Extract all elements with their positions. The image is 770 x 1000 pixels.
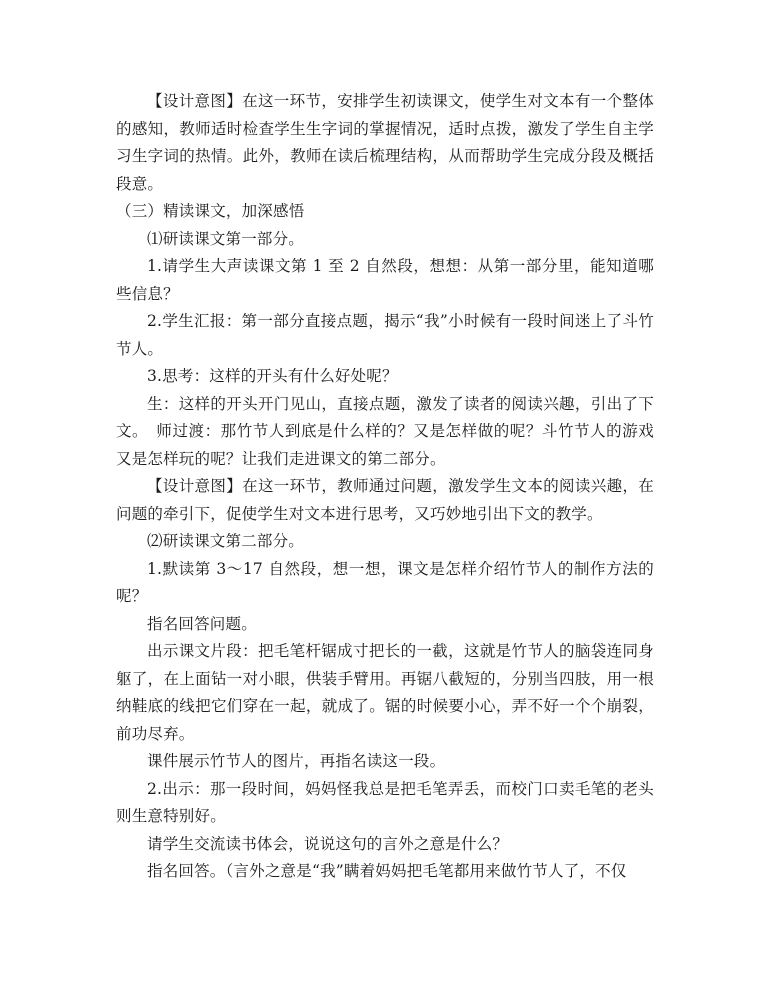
paragraph-step-3: 3.思考：这样的开头有什么好处呢？ <box>147 367 398 385</box>
paragraph-text-excerpt: 出示课文片段：把毛笔杆锯成寸把长的一截，这就是竹节人的脑袋连同身躯了，在上面钻一对小眼，供装手臂用。再锯八截短的，分别当四肢，用一根纳鞋底的线把它们穿在一起，就成了。锯的时候要小心，弄不好一个个崩裂，前功尽弃。 <box>116 642 654 743</box>
paragraph-courseware-image: 课件展示竹节人的图片，再指名读这一段。 <box>147 752 446 770</box>
paragraph-call-on-students: 指名回答问题。 <box>147 614 257 633</box>
paragraph-discussion: 请学生交流读书体会，说说这句的言外之意是什么？ <box>147 834 509 853</box>
paragraph-step-2-show: 2.出示：那一段时间，妈妈怪我总是把毛笔弄丢，而校门口卖毛笔的老头则生意特别好。 <box>116 779 654 825</box>
paragraph-student-answer: 生：这样的开头开门见山，直接点题，激发了读者的阅读兴趣，引出了下文。 师过渡：那竹节人到底是什么样的？又是怎样做的呢？斗竹节人的游戏又是怎样玩的呢？让我们走进课文的第二部分。 <box>116 394 654 468</box>
subsection-heading-part-one: ⑴研读课文第一部分。 <box>147 229 305 248</box>
document-body <box>116 88 654 886</box>
subsection-heading-part-two: ⑵研读课文第二部分。 <box>147 532 305 550</box>
paragraph-step-2: 2.学生汇报：第一部分直接点题，揭示“我”小时候有一段时间迷上了斗竹节人。 <box>116 312 654 358</box>
paragraph-design-intent-1: 【设计意图】在这一环节，安排学生初读课文，使学生对文本有一个整体的感知，教师适时检查学生生字词的掌握情况，适时点拨，激发了学生自主学习生字词的热情。此外，教师在读后梳理结构，从而帮助学生完成分段及概括段意。 <box>116 92 654 193</box>
paragraph-step-1-silent-reading: 1.默读第 3～17 自然段，想一想，课文是怎样介绍竹节人的制作方法的呢？ <box>116 559 654 605</box>
section-heading-intensive-reading: （三）精读课文，加深感悟 <box>116 202 305 220</box>
paragraph-answer-implied-meaning: 指名回答。（言外之意是“我”瞒着妈妈把毛笔都用来做竹节人了，不仅 <box>147 862 627 880</box>
paragraph-step-1: 1.请学生大声读课文第 1 至 2 自然段，想想：从第一部分里，能知道哪些信息？ <box>116 257 654 303</box>
paragraph-design-intent-2: 【设计意图】在这一环节，教师通过问题，激发学生文本的阅读兴趣，在问题的牵引下，促使学生对文本进行思考，又巧妙地引出下文的教学。 <box>116 477 654 523</box>
